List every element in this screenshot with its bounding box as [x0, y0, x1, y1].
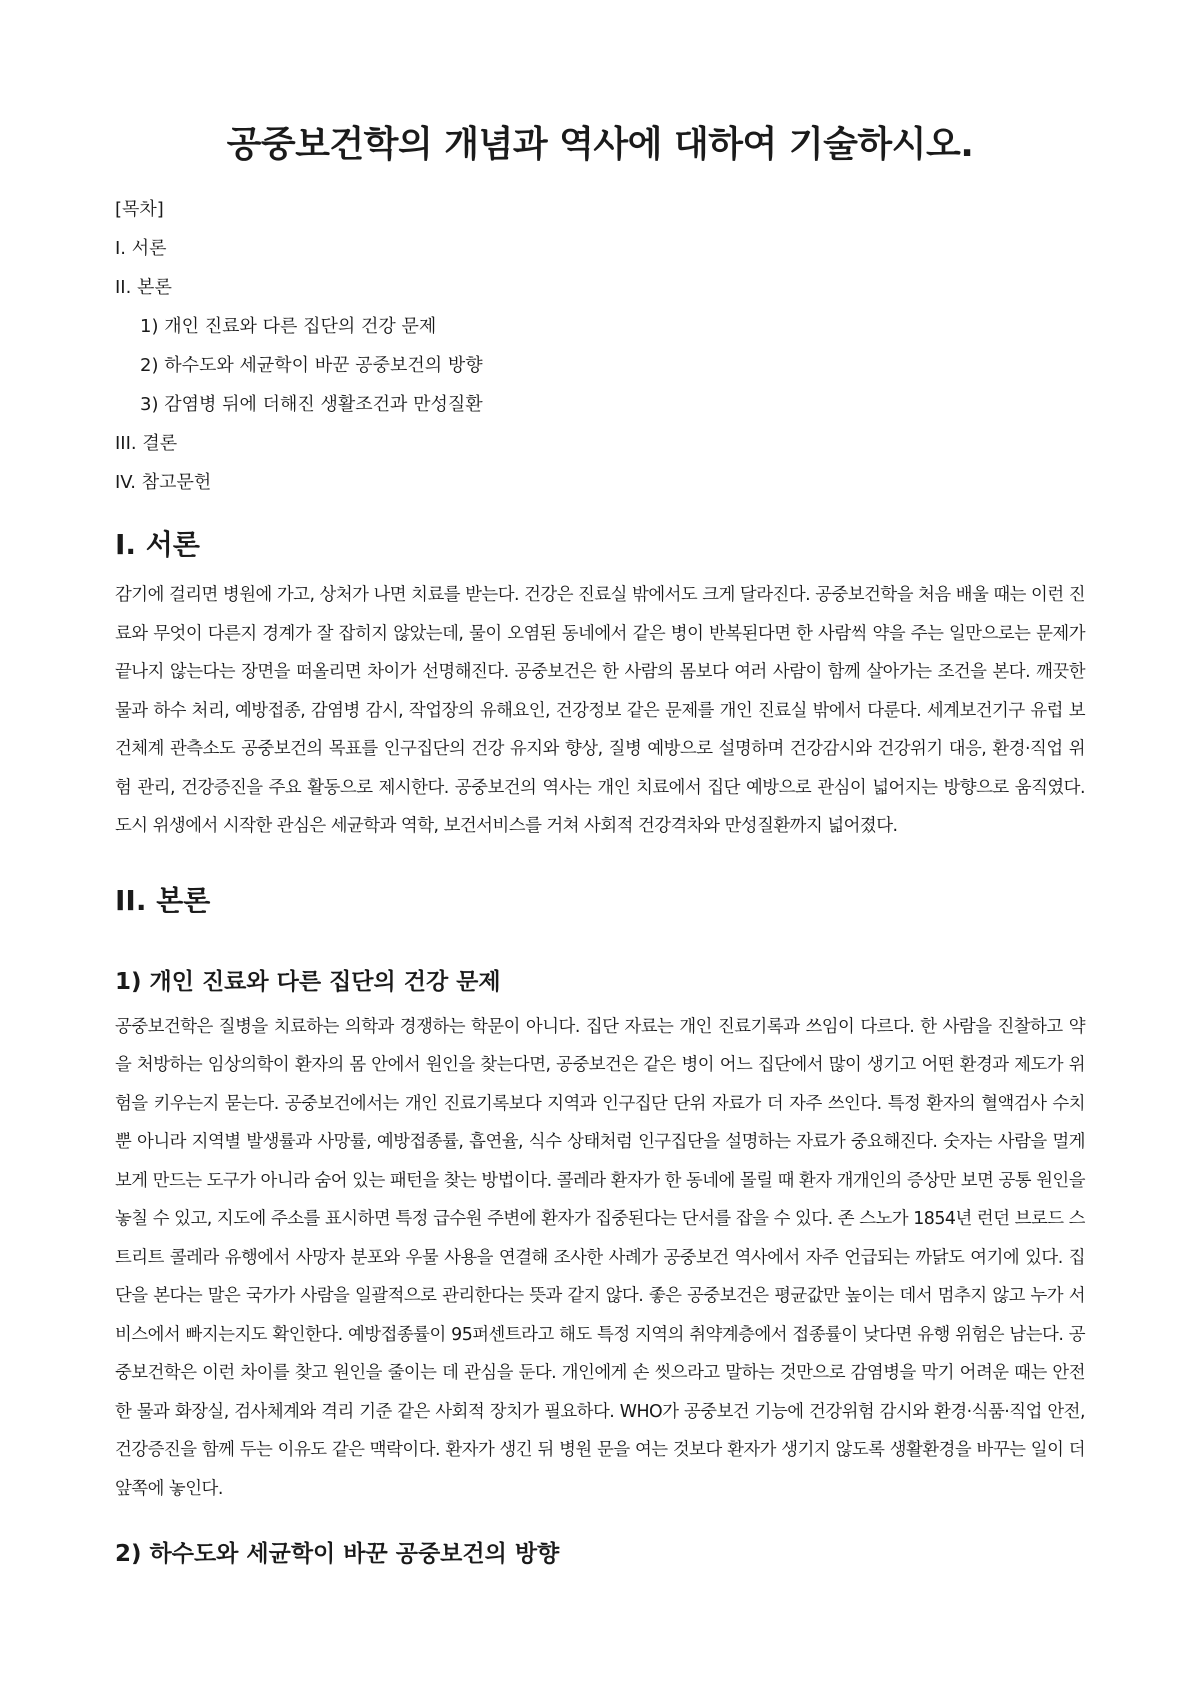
- body-heading: II. 본론: [115, 883, 211, 917]
- intro-paragraph: 감기에 걸리면 병원에 가고, 상처가 나면 치료를 받는다. 건강은 진료실 밖에서도 크게 달라진다. 공중보건학을 처음 배울 때는 이런 진료와 무엇이 다른지 경계가 잘 잡히지 않았는데, 물이 오염된 동네에서 같은 병이 반복된다면 한 사람씩 약을 주는 일만으로는 문제가 끝나지 않는다는 장면을 떠올리면 차이가 선명해진다. 공중보건은 한 사람의 몸보다 여러 사람이 함께 살아가는 조건을 본다. 깨끗한 물과 하수 처리, 예방접종, 감염병 감시, 작업장의 유해요인, 건강정보 같은 문제를 개인 진료실 밖에서 다룬다. 세계보건기구 유럽 보건체계 관측소도 공중보건의 목표를 인구집단의 건강 유지와 향상, 질병 예방으로 설명하며 건강감시와 건강위기 대응, 환경·직업 위험 관리, 건강증진을 주요 활동으로 제시한다. 공중보건의 역사는 개인 치료에서 집단 예방으로 관심이 넓어지는 방향으로 움직였다. 도시 위생에서 시작한 관심은 세균학과 역학, 보건서비스를 거쳐 사회적 건강격차와 만성질환까지 넓어졌다.: [115, 585, 1085, 836]
- document-title: 공중보건학의 개념과 역사에 대하여 기술하시오.: [226, 124, 974, 165]
- body-section: [115, 882, 1085, 1571]
- toc-item-references: IV. 참고문헌: [115, 472, 212, 493]
- body-subheading-2: 2) 하수도와 세균학이 바꾼 공중보건의 방향: [115, 1541, 560, 1567]
- document-page: [115, 0, 1085, 1570]
- intro-section: [115, 526, 1085, 846]
- toc-item-body-1: 1) 개인 진료와 다른 집단의 건강 문제: [140, 316, 437, 337]
- body-subheading-1: 1) 개인 진료와 다른 집단의 건강 문제: [115, 968, 501, 995]
- toc-label: [목차]: [115, 199, 164, 220]
- toc-item-body-2: 2) 하수도와 세균학이 바꾼 공중보건의 방향: [140, 355, 483, 376]
- toc-item-conclusion: III. 결론: [115, 433, 178, 454]
- body-paragraph-1: 공중보건학은 질병을 치료하는 의학과 경쟁하는 학문이 아니다. 집단 자료는 개인 진료기록과 쓰임이 다르다. 한 사람을 진찰하고 약을 처방하는 임상의학이 환자의 몸 안에서 원인을 찾는다면, 공중보건은 같은 병이 어느 집단에서 많이 생기고 어떤 환경과 제도가 위험을 키우는지 묻는다. 공중보건에서는 개인 진료기록보다 지역과 인구집단 단위 자료가 더 자주 쓰인다. 특정 환자의 혈액검사 수치뿐 아니라 지역별 발생률과 사망률, 예방접종률, 흡연율, 식수 상태처럼 인구집단을 설명하는 자료가 중요해진다. 숫자는 사람을 멀게 보게 만드는 도구가 아니라 숨어 있는 패턴을 찾는 방법이다. 콜레라 환자가 한 동네에 몰릴 때 환자 개개인의 증상만 보면 공통 원인을 놓칠 수 있고, 지도에 주소를 표시하면 특정 급수원 주변에 환자가 집중된다는 단서를 잡을 수 있다. 존 스노가 1854년 런던 브로드 스트리트 콜레라 유행에서 사망자 분포와 우물 사용을 연결해 조사한 사례가 공중보건 역사에서 자주 언급되는 까닭도 여기에 있다. 집단을 본다는 말은 국가가 사람을 일괄적으로 관리한다는 뜻과 같지 않다. 좋은 공중보건은 평균값만 높이는 데서 멈추지 않고 누가 서비스에서 빠지는지도 확인한다. 예방접종률이 95퍼센트라고 해도 특정 지역의 취약계층에서 접종률이 낮다면 유행 위험은 남는다. 공중보건학은 이런 차이를 찾고 원인을 줄이는 데 관심을 둔다. 개인에게 손 씻으라고 말하는 것만으로 감염병을 막기 어려운 때는 안전한 물과 화장실, 검사체계와 격리 기준 같은 사회적 장치가 필요하다. WHO가 공중보건 기능에 건강위험 감시와 환경·식품·직업 안전, 건강증진을 함께 두는 이유도 같은 맥락이다. 환자가 생긴 뒤 병원 문을 여는 것보다 환자가 생기지 않도록 생활환경을 바꾸는 일이 더 앞쪽에 놓인다.: [115, 1016, 1085, 1499]
- toc-item-body-3: 3) 감염병 뒤에 더해진 생활조건과 만성질환: [140, 394, 483, 415]
- intro-heading: I. 서론: [115, 528, 200, 561]
- table-of-contents: [115, 198, 1085, 510]
- toc-item-intro: I. 서론: [115, 238, 167, 259]
- toc-item-body: II. 본론: [115, 277, 172, 298]
